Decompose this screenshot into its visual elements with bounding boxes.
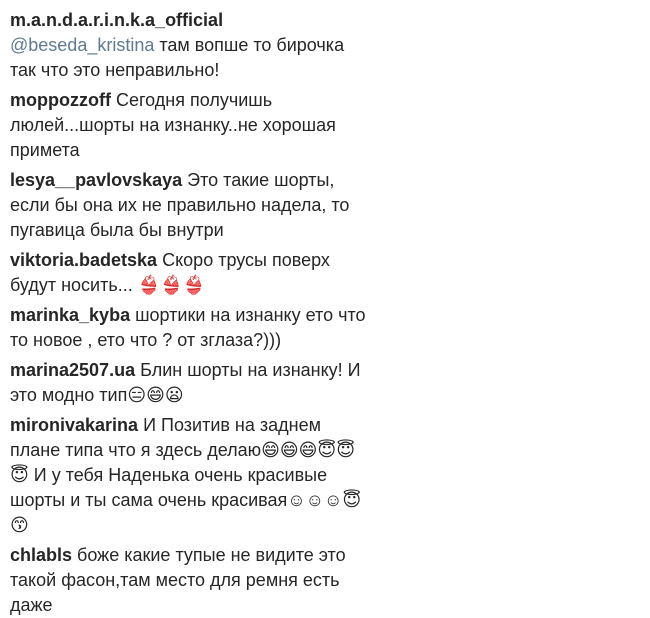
username-link[interactable]: chlabls [10,545,73,565]
comment-text: Это такие шорты, если бы она их не правильно надела, то пугавица была бы внутри [10,170,350,240]
comment-text: шортики на изнанку ето что то новое , ето что ? от зглаза?))) [10,305,366,350]
mention-link[interactable]: @beseda_kristina [10,35,155,55]
comment [10,88,372,163]
comment-text: Сегодня получишь люлей...шорты на изнанку..не хорошая примета [10,90,336,160]
comment [10,303,372,353]
comment-text: И Позитив на заднем плане типа что я здесь делаю😄😄😄😇😇😇 И у тебя Наденька очень красивые шорты и ты сама очень красивая☺☺☺😇😙 [10,415,362,535]
comment [10,543,372,618]
username-link[interactable]: marina2507.ua [10,360,136,380]
comment-text: Скоро трусы поверх будут носить... 👙👙👙 [10,250,330,295]
comment-text: Блин шорты на изнанку! И это модно тип😑😄😦 [10,360,361,405]
comment [10,248,372,298]
username-link[interactable]: mironivakarina [10,415,139,435]
comment [10,358,372,408]
comment-text: там вопше то бирочка так что это неправильно! [10,35,345,80]
username-link[interactable]: viktoria.badetska [10,250,158,270]
comment-text: боже какие тупые не видите это такой фасон,там место для ремня есть даже [10,545,346,615]
comment [10,8,372,83]
username-link[interactable]: m.a.n.d.a.r.i.n.k.a_official [10,10,224,30]
username-link[interactable]: marinka_kyba [10,305,131,325]
username-link[interactable]: moppozzoff [10,90,111,110]
comment [10,168,372,243]
comment [10,413,372,538]
username-link[interactable]: lesya__pavlovskaya [10,170,183,190]
